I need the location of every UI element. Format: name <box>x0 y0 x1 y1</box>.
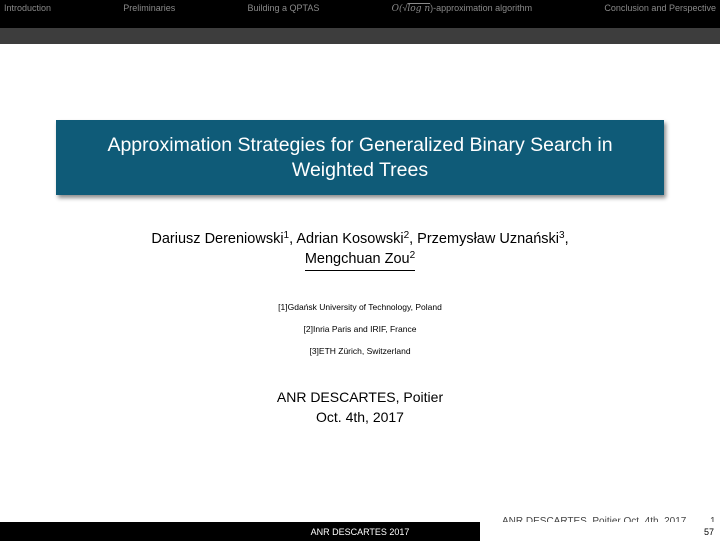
nav-item-suffix: )-approximation algorithm <box>430 3 533 13</box>
nav-sqrt-symbol: √ <box>402 3 408 13</box>
author-affiliation-mark: 1 <box>283 230 290 241</box>
nav-item-preliminaries[interactable]: Preliminaries <box>123 3 176 13</box>
nav-item-building-qptas[interactable]: Building a QPTAS <box>247 3 320 13</box>
event-date: Oct. 4th, 2017 <box>316 409 404 425</box>
footer-bar <box>0 522 720 541</box>
author-line-2 <box>0 249 720 271</box>
nav-item-introduction[interactable]: Introduction <box>4 3 52 13</box>
author-separator: , <box>564 231 569 247</box>
nav-math-inner: log n <box>407 4 431 14</box>
footer-left-panel <box>0 522 240 541</box>
presenter-affiliation-mark: 2 <box>409 250 416 261</box>
presenter-name-text: Mengchuan Zou <box>304 251 410 267</box>
page-number: 57 <box>703 527 714 537</box>
presentation-title: Approximation Strategies for Generalized Binary Search in Weighted Trees <box>107 133 613 181</box>
affiliation-2: [2]Inria Paris and IRIF, France <box>303 324 417 334</box>
event-name: ANR DESCARTES, Poitier <box>276 389 444 405</box>
presenter-name <box>305 249 415 271</box>
author-name: Dariusz Dereniowski <box>151 231 284 247</box>
footer-center-label: ANR DESCARTES 2017 <box>240 522 480 541</box>
author-list <box>0 229 720 271</box>
affiliation-3: [3]ETH Zürich, Switzerland <box>309 346 411 356</box>
nav-item-approximation-algorithm[interactable] <box>392 0 533 17</box>
author-affiliation-mark: 2 <box>403 230 410 241</box>
event-info <box>0 387 720 427</box>
footer-right-panel <box>480 522 720 541</box>
section-navigation-bar <box>0 0 720 28</box>
nav-math-prefix: O( <box>391 4 403 14</box>
author-name: , Przemysław Uznański <box>409 231 559 247</box>
author-name: , Adrian Kosowski <box>289 231 404 247</box>
author-affiliation-mark: 3 <box>559 230 565 241</box>
nav-item-conclusion[interactable]: Conclusion and Perspective <box>604 3 716 13</box>
subsection-bar <box>0 28 720 44</box>
author-line-1 <box>0 229 720 249</box>
affiliation-1: [1]Gdańsk University of Technology, Poland <box>278 302 442 312</box>
title-block <box>56 120 664 195</box>
